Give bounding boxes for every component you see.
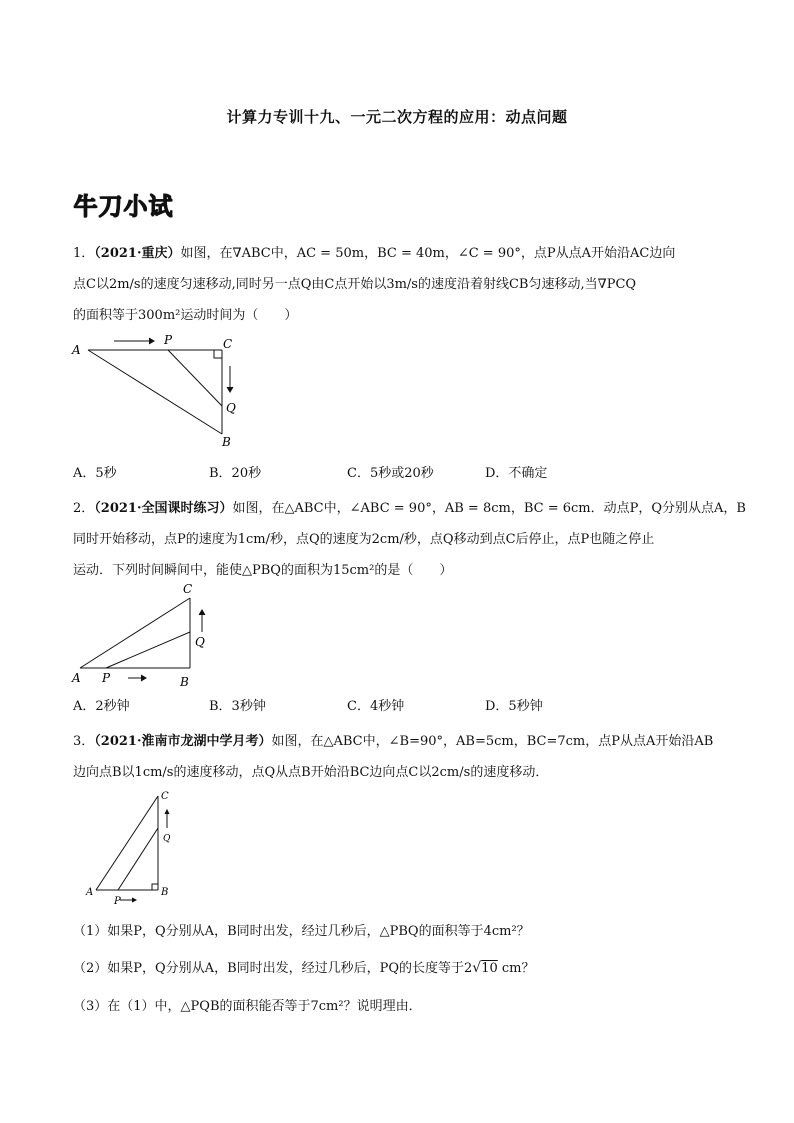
q1-text-1: 如图，在∇ABC中，AC = 50m，BC = 40m，∠C = 90°，点P从点A开始沿AC边向 bbox=[180, 246, 676, 261]
q3-sub-2 bbox=[73, 957, 535, 976]
q2-segment-PQ bbox=[106, 632, 190, 668]
q3-line-1 bbox=[73, 730, 713, 749]
q3-source: （2021·淮南市龙湖中学月考） bbox=[94, 734, 272, 749]
q1-label-a: A bbox=[72, 343, 81, 357]
q2-text-1: 如图，在△ABC中，∠ABC = 90°，AB = 8cm，BC = 6cm．动点P，Q分别从点A，B bbox=[232, 501, 746, 516]
q1-label-b: B bbox=[222, 435, 231, 449]
q3-sub-2-radicand: 10 bbox=[481, 961, 498, 976]
q3-label-a: A bbox=[86, 887, 94, 898]
q2-line-2: 同时开始移动，点P的速度为1cm/秒，点Q的速度为2cm/秒，点Q移动到点C后停止，点P也随之停止 bbox=[73, 532, 655, 547]
q2-figure bbox=[66, 580, 226, 690]
q3-arrowhead-q bbox=[165, 810, 169, 814]
q3-figure bbox=[80, 788, 190, 908]
q2-option-c: C．4秒钟 bbox=[347, 699, 405, 714]
q1-option-c: C．5秒或20秒 bbox=[347, 466, 434, 481]
q2-arrowhead-p bbox=[141, 675, 146, 681]
q2-line-1 bbox=[73, 497, 746, 516]
q1-arrowhead-q bbox=[227, 387, 233, 392]
q1-option-a: A．5秒 bbox=[73, 466, 117, 481]
q3-label-c: C bbox=[161, 791, 169, 802]
q1-source: （2021·重庆） bbox=[94, 246, 181, 261]
q3-sub-1: （1）如果P，Q分别从A，B同时出发，经过几秒后，△PBQ的面积等于4cm²？ bbox=[73, 924, 530, 939]
q2-side-AC bbox=[80, 598, 190, 668]
q3-label-p: P bbox=[114, 896, 121, 907]
q1-line-3: 的面积等于300m²运动时间为（ ） bbox=[73, 308, 298, 323]
q1-label-q: Q bbox=[226, 401, 236, 415]
q1-figure bbox=[66, 330, 246, 450]
q3-text-1: 如图，在△ABC中，∠B=90°，AB=5cm，BC=7cm，点P从点A开始沿AB bbox=[271, 734, 714, 749]
q1-line-2: 点C以2m/s的速度匀速移动,同时另一点Q由C点开始以3m/s的速度沿着射线CB匀速移动,当∇PCQ bbox=[73, 277, 637, 292]
q3-label-q: Q bbox=[163, 834, 171, 844]
q2-label-b: B bbox=[180, 675, 189, 689]
q1-option-d: D．不确定 bbox=[485, 466, 548, 481]
q2-line-3: 运动．下列时间瞬间中，能使△PBQ的面积为15cm²的是（ ） bbox=[73, 563, 453, 578]
q2-label-p: P bbox=[102, 671, 111, 685]
q3-line-2: 边向点B以1cm/s的速度移动，点Q从点B开始沿BC边向点C以2cm/s的速度移动． bbox=[73, 765, 549, 780]
section-heading: 牛刀小试 bbox=[73, 192, 173, 220]
q1-option-b: B．20秒 bbox=[209, 466, 262, 481]
q3-number: 3． bbox=[73, 734, 95, 749]
q1-right-angle-mark bbox=[214, 350, 222, 358]
q2-label-a: A bbox=[72, 671, 81, 685]
q3-segment-PQ bbox=[118, 828, 158, 890]
q1-line-1 bbox=[73, 242, 675, 261]
q3-label-b: B bbox=[161, 887, 169, 898]
q3-sub-2-unit: cm？ bbox=[501, 961, 535, 976]
q3-sub-3: （3）在（1）中，△PQB的面积能否等于7cm²？说明理由． bbox=[73, 999, 422, 1014]
q3-right-angle-mark bbox=[152, 884, 158, 890]
q1-label-c: C bbox=[223, 337, 233, 351]
page-title: 计算力专训十九、一元二次方程的应用：动点问题 bbox=[226, 108, 568, 126]
q3-sub-2-text: （2）如果P，Q分别从A，B同时出发，经过几秒后，PQ的长度等于2 bbox=[73, 961, 473, 976]
sqrt-symbol-icon: √ bbox=[472, 960, 482, 976]
q1-arrowhead-p bbox=[149, 338, 154, 344]
q2-number: 2． bbox=[73, 501, 95, 516]
q2-option-b: B．3秒钟 bbox=[209, 699, 266, 714]
q2-label-q: Q bbox=[195, 635, 205, 649]
q1-label-p: P bbox=[164, 333, 173, 347]
q1-side-AB bbox=[88, 350, 222, 434]
q3-arrowhead-p bbox=[132, 898, 136, 902]
q1-number: 1． bbox=[73, 246, 95, 261]
q2-arrowhead-q bbox=[199, 610, 205, 615]
q2-option-d: D．5秒钟 bbox=[485, 699, 543, 714]
q2-option-a: A．2秒钟 bbox=[73, 699, 130, 714]
q2-source: （2021·全国课时练习） bbox=[94, 501, 233, 516]
q2-label-c: C bbox=[183, 582, 193, 596]
